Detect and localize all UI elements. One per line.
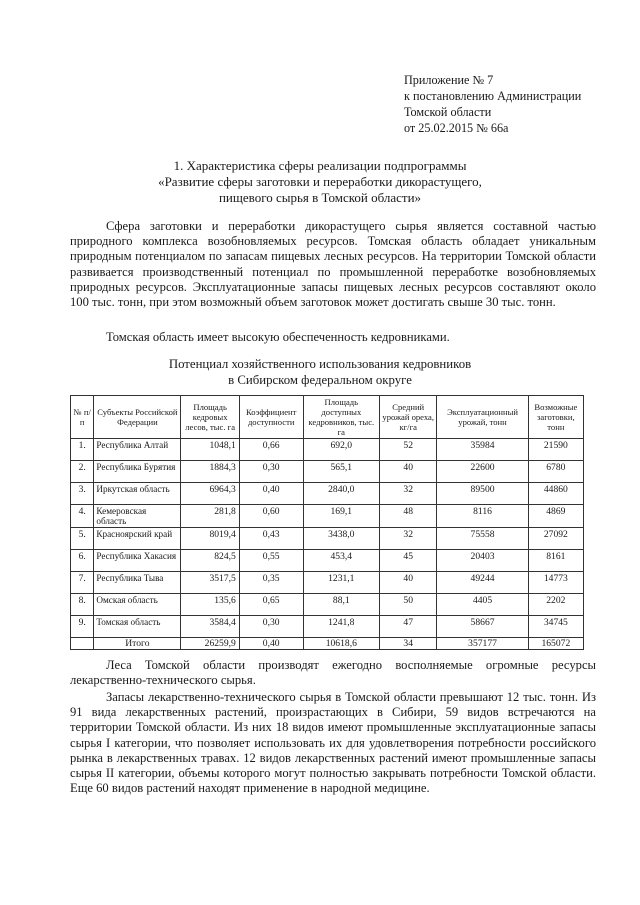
cell-avail: 1241,8 [303,616,379,638]
cell-exp: 35984 [437,439,528,461]
cell-coef: 0,40 [239,483,303,505]
cell-exp: 89500 [437,483,528,505]
table-row [71,461,584,483]
cell-possible: 21590 [528,439,583,461]
table-title-line: Потенциал хозяйственного использования кедровников [168,357,472,371]
cell-total-label: Итого [94,638,181,650]
cell-area: 6964,3 [181,483,239,505]
cell-coef: 0,35 [239,572,303,594]
cell-yield: 45 [380,550,437,572]
header-coef: Коэффициент доступности [239,396,303,439]
cell-avail: 692,0 [303,439,379,461]
table-row [71,594,584,616]
cell-n: 3. [71,483,94,505]
cell-coef: 0,65 [239,594,303,616]
table-title-line: в Сибирском федеральном округе [228,373,412,387]
cell-avail: 453,4 [303,550,379,572]
table-row [71,505,584,528]
cell-yield: 52 [380,439,437,461]
cell-possible: 44860 [528,483,583,505]
cedar-potential-table [70,395,584,650]
cell-coef: 0,55 [239,550,303,572]
header-subject: Субъекты Российской Федерации [94,396,181,439]
table-row [71,439,584,461]
cell-exp: 8116 [437,505,528,528]
table-row [71,572,584,594]
cell-avail: 3438,0 [303,528,379,550]
cell-coef: 0,40 [239,638,303,650]
cell-coef: 0,30 [239,461,303,483]
cell-possible: 34745 [528,616,583,638]
cell-yield: 50 [380,594,437,616]
appendix-line: Томской области [404,105,492,119]
cell-possible: 8161 [528,550,583,572]
header-possible: Возможные заготовки, тонн [528,396,583,439]
table-header-row [71,396,584,439]
cell-n: 1. [71,439,94,461]
cell-yield: 48 [380,505,437,528]
cell-area: 3517,5 [181,572,239,594]
cell-possible: 14773 [528,572,583,594]
table-total-row [71,638,584,650]
cell-area: 1884,3 [181,461,239,483]
cell-area: 824,5 [181,550,239,572]
cell-n: 8. [71,594,94,616]
cell-avail: 2840,0 [303,483,379,505]
cell-subject: Кемеровская область [94,505,181,528]
cell-exp: 75558 [437,528,528,550]
header-n: № п/п [71,396,94,439]
cell-subject: Иркутская область [94,483,181,505]
cell-area: 135,6 [181,594,239,616]
header-avail: Площадь доступных кедровников, тыс. га [303,396,379,439]
cell-coef: 0,30 [239,616,303,638]
table-row [71,616,584,638]
cell-exp: 22600 [437,461,528,483]
cell-area: 8019,4 [181,528,239,550]
cell-possible: 4869 [528,505,583,528]
cell-n: 2. [71,461,94,483]
cell-yield: 40 [380,461,437,483]
cell-possible: 27092 [528,528,583,550]
cell-possible: 165072 [528,638,583,650]
cell-exp: 20403 [437,550,528,572]
table-row [71,528,584,550]
header-exp: Эксплуатационный урожай, тонн [437,396,528,439]
appendix-line: к постановлению Администрации [404,89,582,103]
cell-n: 4. [71,505,94,528]
cell-exp: 49244 [437,572,528,594]
cell-n: 7. [71,572,94,594]
cell-subject: Томская область [94,616,181,638]
cell-area: 1048,1 [181,439,239,461]
cell-n: 6. [71,550,94,572]
cell-yield: 40 [380,572,437,594]
heading-line: «Развитие сферы заготовки и переработки дикорастущего, [158,174,482,189]
cell-avail: 10618,6 [303,638,379,650]
paragraph-cedar: Томская область имеет высокую обеспеченность кедровниками. [106,330,450,344]
cell-subject: Республика Хакасия [94,550,181,572]
table-row [71,483,584,505]
cell-avail: 88,1 [303,594,379,616]
paragraph-medicinal-reserves: Запасы лекарственно-технического сырья в Томской области превышают 12 тыс. тонн. Из 91 вида лекарственных растений, произрастающих в Сибири, 59 видов встречаются на территории Томской области. Из них 18 видов имеют промышленные эксплуатационные запасы сырья I категории, что позволяет использовать их для удовлетворения потребности российского рынка в лекарственных травах. 12 видов лекарственных растений имеют промышленные запасы сырья II категории, объемы которого могут полностью закрывать потребности Томской области. Еще 60 видов растений находят применение в народной медицине. [70,690,596,796]
cell-subject: Республика Алтай [94,439,181,461]
cell-subject: Республика Тыва [94,572,181,594]
cell-area: 3584,4 [181,616,239,638]
cell-subject: Республика Бурятия [94,461,181,483]
cell-area: 281,8 [181,505,239,528]
table-row [71,550,584,572]
cell-possible: 2202 [528,594,583,616]
cell-yield: 32 [380,528,437,550]
appendix-line: от 25.02.2015 № 66а [404,121,509,135]
cell-possible: 6780 [528,461,583,483]
section-heading [40,158,600,206]
cell-yield: 34 [380,638,437,650]
cell-subject: Красноярский край [94,528,181,550]
heading-line: 1. Характеристика сферы реализации подпрограммы [173,158,467,173]
cell-exp: 4405 [437,594,528,616]
cell-avail: 169,1 [303,505,379,528]
cell-yield: 47 [380,616,437,638]
cell-coef: 0,60 [239,505,303,528]
table-title [40,356,600,388]
cell-area: 26259,9 [181,638,239,650]
cell-avail: 1231,1 [303,572,379,594]
cell-coef: 0,43 [239,528,303,550]
appendix-line: Приложение № 7 [404,73,494,87]
cell-avail: 565,1 [303,461,379,483]
header-area: Площадь кедровых лесов, тыс. га [181,396,239,439]
cell-yield: 32 [380,483,437,505]
heading-line: пищевого сырья в Томской области» [218,190,422,205]
cell-exp: 357177 [437,638,528,650]
paragraph-intro: Сфера заготовки и переработки дикорастущего сырья является составной частью природного комплекса возобновляемых ресурсов. Томская область обладает уникальным природным потенциалом по запасам пищевых лесных ресурсов. На территории Томской области развивается производственный потенциал по промышленной переработке возобновляемых природных ресурсов. Эксплуатационные запасы пищевых лесных ресурсов составляют около 100 тыс. тонн, при этом возможный объем заготовок может достигать свыше 30 тыс. тонн. [70,219,596,310]
cell-n [71,638,94,650]
cell-exp: 58667 [437,616,528,638]
appendix-note [404,72,581,136]
cell-n: 5. [71,528,94,550]
cell-coef: 0,66 [239,439,303,461]
paragraph-medicinal-resources: Леса Томской области производят ежегодно восполняемые огромные ресурсы лекарственно-технического сырья. [70,658,596,688]
cell-n: 9. [71,616,94,638]
cell-subject: Омская область [94,594,181,616]
header-yield: Средний урожай ореха, кг/га [380,396,437,439]
